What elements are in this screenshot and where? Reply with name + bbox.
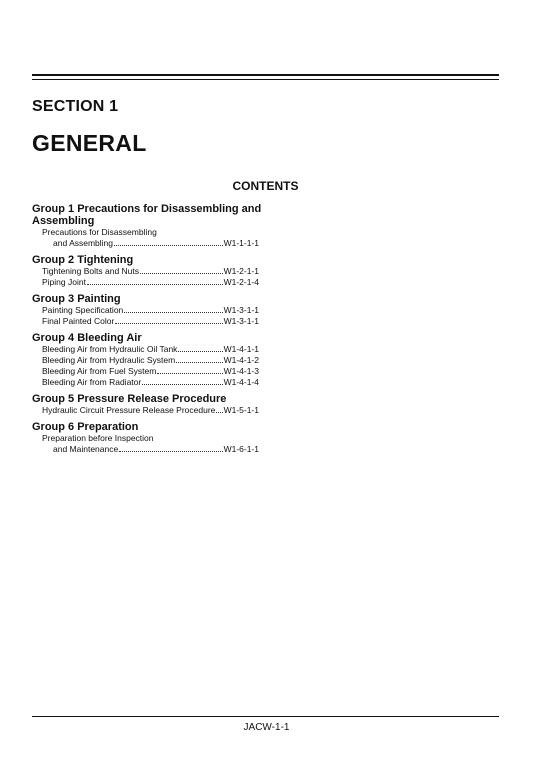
entry-label: Tightening Bolts and Nuts <box>42 266 140 276</box>
top-rule-thin <box>32 79 499 80</box>
leader-dots <box>87 284 223 285</box>
group-title: Group 1 Precautions for Disassembling and Assembling <box>32 203 262 227</box>
entry-page: W1-4-1-2 <box>223 355 259 365</box>
entry-label: Piping Joint <box>42 277 86 287</box>
toc-group-5 <box>32 393 272 416</box>
group-title: Group 3 Painting <box>32 293 121 305</box>
leader-dots <box>140 273 223 274</box>
leader-dots <box>142 384 222 385</box>
leader-dots <box>119 451 222 452</box>
entry-page: W1-6-1-1 <box>223 444 259 454</box>
entry-label: and Maintenance <box>53 444 119 454</box>
entry-label: Painting Specification <box>42 305 124 315</box>
toc-entry[interactable] <box>32 305 259 316</box>
leader-dots <box>176 362 222 363</box>
entry-page: W1-2-1-1 <box>223 266 259 276</box>
toc-entry[interactable] <box>32 344 259 355</box>
group-title: Group 2 Tightening <box>32 254 134 266</box>
leader-dots <box>114 245 223 246</box>
entry-page: W1-4-1-4 <box>223 377 259 387</box>
entry-page: W1-3-1-1 <box>223 305 259 315</box>
leader-dots <box>178 351 222 352</box>
entry-label: Bleeding Air from Fuel System <box>42 366 157 376</box>
leader-dots <box>115 323 222 324</box>
entry-page: W1-4-1-1 <box>223 344 259 354</box>
page-footer: JACW-1-1 <box>243 722 290 733</box>
toc-entry-line <box>32 433 259 444</box>
entry-page: W1-4-1-3 <box>223 366 259 376</box>
leader-dots <box>124 312 222 313</box>
toc-group-2 <box>32 254 272 288</box>
section-title: GENERAL <box>32 130 147 156</box>
entry-label: Hydraulic Circuit Pressure Release Procedure <box>42 405 216 415</box>
toc-entry[interactable] <box>32 266 259 277</box>
leader-dots <box>157 373 222 374</box>
entry-page: W1-3-1-1 <box>223 316 259 326</box>
group-title: Group 4 Bleeding Air <box>32 332 142 344</box>
entry-label: Bleeding Air from Hydraulic Oil Tank <box>42 344 178 354</box>
entry-label: Final Painted Color <box>42 316 115 326</box>
toc-entry-line <box>32 227 259 238</box>
toc-group-6 <box>32 421 272 455</box>
toc-entry[interactable] <box>32 405 259 416</box>
toc-entry[interactable] <box>32 316 259 327</box>
toc-entry[interactable] <box>32 355 259 366</box>
entry-label: Precautions for Disassembling <box>42 227 157 237</box>
table-of-contents <box>32 203 272 460</box>
entry-label: Bleeding Air from Hydraulic System <box>42 355 176 365</box>
contents-heading-text: CONTENTS <box>232 179 299 193</box>
group-title: Group 6 Preparation <box>32 421 139 433</box>
entry-label: and Assembling <box>53 238 114 248</box>
toc-group-1 <box>32 203 272 249</box>
toc-entry[interactable] <box>32 366 259 377</box>
toc-entry[interactable] <box>32 444 259 455</box>
toc-group-4 <box>32 332 272 388</box>
entry-page: W1-1-1-1 <box>223 238 259 248</box>
toc-entry[interactable] <box>32 377 259 388</box>
toc-group-3 <box>32 293 272 327</box>
top-rule-thick <box>32 74 499 76</box>
entry-page: W1-2-1-4 <box>223 277 259 287</box>
group-title: Group 5 Pressure Release Procedure <box>32 393 227 405</box>
contents-heading <box>0 179 533 193</box>
entry-page: W1-5-1-1 <box>223 405 259 415</box>
entry-label: Bleeding Air from Radiator <box>42 377 142 387</box>
entry-label: Preparation before Inspection <box>42 433 154 443</box>
leader-dots <box>216 412 222 413</box>
toc-entry[interactable] <box>32 238 259 249</box>
toc-entry[interactable] <box>32 277 259 288</box>
bottom-rule <box>32 716 499 717</box>
section-label: SECTION 1 <box>32 98 119 115</box>
